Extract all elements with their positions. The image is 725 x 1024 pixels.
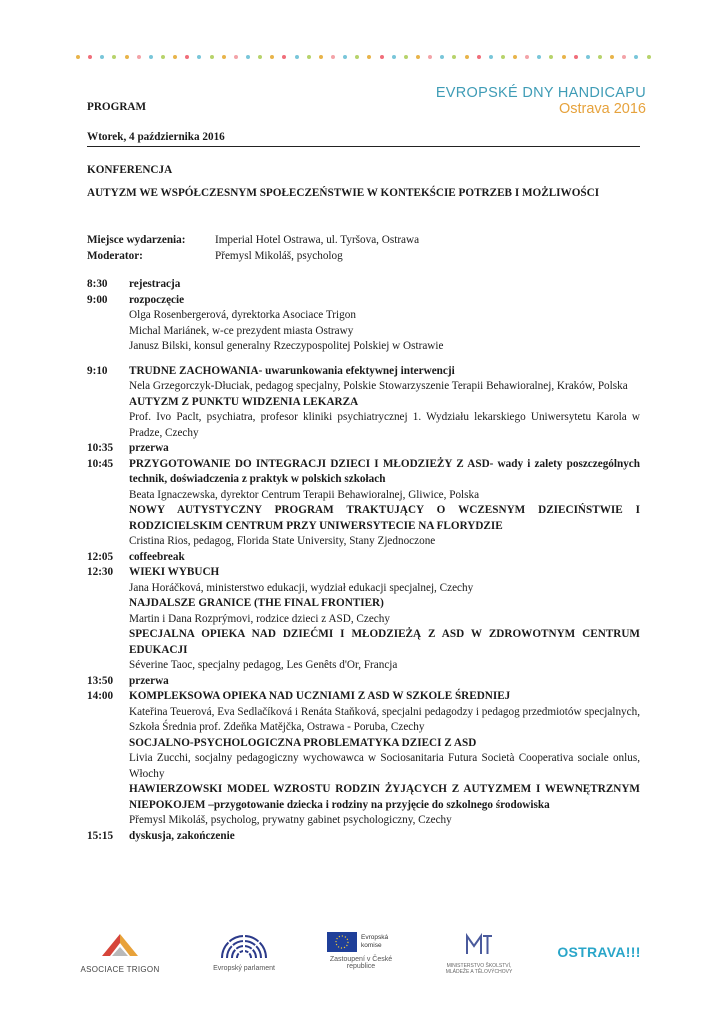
- session-title: PRZYGOTOWANIE DO INTEGRACJI DZIECI I MŁODZIEŻY Z ASD- wady i zalety poszczególnych technik, doświadczenia z praktyk w polskich szkołach: [129, 457, 640, 485]
- decorative-dot-row: [76, 55, 651, 61]
- ostrava-logo: [544, 944, 654, 962]
- brand-subtitle: Ostrava 2016: [558, 100, 646, 117]
- speaker-line: Prof. Ivo Paclt, psychiatra, profesor kliniki psychiatrycznej 1. Wydziału lekarskiego Uniwersytetu Karola w Pradze, Czechy: [129, 411, 640, 439]
- decorative-dot: [416, 55, 420, 59]
- decorative-dot: [343, 55, 347, 59]
- schedule-time: 10:35: [87, 442, 114, 454]
- conference-title: AUTYZM WE WSPÓŁCZESNYM SPOŁECZEŃSTWIE W KONTEKŚCIE POTRZEB I MOŻLIWOŚCI: [87, 187, 600, 199]
- brand-title: EVROPSKÉ DNY HANDICAPU: [435, 85, 646, 101]
- session-title: rejestracja: [129, 278, 181, 290]
- session-title: przerwa: [129, 674, 169, 687]
- schedule-item: [87, 689, 640, 829]
- schedule-time: 10:45: [87, 457, 114, 470]
- schedule-time: 15:15: [87, 829, 114, 842]
- speaker-line: Janusz Bilski, konsul generalny Rzeczypospolitej Polskiej w Ostrawie: [129, 340, 444, 352]
- decorative-dot: [319, 55, 323, 59]
- decorative-dot: [367, 55, 371, 59]
- session-title: AUTYZM Z PUNKTU WIDZENIA LEKARZA: [129, 395, 359, 408]
- speaker-line: Beata Ignaczewska, dyrektor Centrum Terapii Behawioralnej, Gliwice, Polska: [129, 488, 480, 501]
- decorative-dot: [355, 55, 359, 59]
- session-title: HAWIERZOWSKI MODEL WZROSTU RODZIN ŻYJĄCYCH Z AUTYZMEM I WEWNĘTRZNYM NIEPOKOJEM –przygotowanie dziecka i rodziny na przyjęcie do szkolnego środowiska: [129, 783, 640, 811]
- moderator-value: Přemysl Mikoláš, psycholog: [215, 249, 343, 262]
- decorative-dot: [562, 55, 566, 59]
- decorative-dot: [392, 55, 396, 59]
- speaker-line: Michal Mariánek, w-ce prezydent miasta Ostrawy: [129, 324, 354, 337]
- decorative-dot: [161, 55, 165, 59]
- schedule-item: [87, 441, 640, 457]
- decorative-dot: [222, 55, 226, 59]
- trigon-caption: ASOCIACE TRIGON: [80, 965, 160, 974]
- schedule-time: 12:05: [87, 550, 114, 563]
- decorative-dot: [404, 55, 408, 59]
- moderator-label: Moderator:: [87, 249, 143, 262]
- msmt-emblem-icon: [464, 930, 494, 958]
- asociace-trigon-logo: [75, 932, 165, 974]
- session-title: WIEKI WYBUCH: [129, 566, 220, 578]
- schedule-item: [87, 674, 640, 690]
- decorative-dot: [76, 55, 80, 59]
- decorative-dot: [525, 55, 529, 59]
- ostrava-wordmark: OSTRAVA!!!: [557, 944, 641, 960]
- speaker-line: Kateřina Teuerová, Eva Sedlačíková i Renáta Staňková, specjalni pedagodzy i pedagog przedmiotów specjalnych, Szkoła Średnia prof. Zdeňka Matějčka, Ostrawa - Poruba, Czechy: [129, 705, 640, 733]
- decorative-dot: [537, 55, 541, 59]
- eu-flag-icon: [327, 932, 357, 952]
- decorative-dot: [88, 55, 92, 59]
- ep-caption: Evropský parlament: [213, 965, 275, 972]
- decorative-dot: [100, 55, 104, 59]
- decorative-dot: [428, 55, 432, 59]
- eu-name: Evropská komise: [361, 934, 389, 949]
- session-title: KOMPLEKSOWA OPIEKA NAD UCZNIAMI Z ASD W SZKOLE ŚREDNIEJ: [129, 690, 511, 702]
- decorative-dot: [246, 55, 250, 59]
- speaker-line: Nela Grzegorczyk-Dłuciak, pedagog specjalny, Polskie Stowarzyszenie Terapii Behawioralnej, Kraków, Polska: [129, 380, 628, 392]
- partner-logos: [70, 930, 660, 980]
- session-title: dyskusja, zakończenie: [129, 829, 235, 842]
- speaker-line: Séverine Taoc, specjalny pedagog, Les Genêts d'Or, Francja: [129, 659, 398, 671]
- schedule-time: 13:50: [87, 674, 114, 687]
- decorative-dot: [307, 55, 311, 59]
- schedule-time: 9:10: [87, 364, 108, 377]
- schedule-details: [129, 457, 640, 550]
- decorative-dot: [622, 55, 626, 59]
- decorative-dot: [610, 55, 614, 59]
- decorative-dot: [634, 55, 638, 59]
- program-heading: PROGRAM: [87, 101, 147, 113]
- decorative-dot: [440, 55, 444, 59]
- speaker-line: Olga Rosenbergerová, dyrektorka Asociace Trigon: [129, 309, 356, 321]
- schedule-list: [87, 277, 640, 844]
- schedule-details: [129, 689, 640, 829]
- speaker-line: Jana Horáčková, ministerstwo edukacji, wydział edukacji specjalnej, Czechy: [129, 581, 474, 594]
- decorative-dot: [295, 55, 299, 59]
- venue-value: Imperial Hotel Ostrawa, ul. Tyršova, Ostrawa: [215, 234, 420, 246]
- decorative-dot: [489, 55, 493, 59]
- schedule-details: [129, 277, 640, 293]
- session-title: NAJDALSZE GRANICE (THE FINAL FRONTIER): [129, 597, 384, 609]
- decorative-dot: [380, 55, 384, 59]
- decorative-dot: [452, 55, 456, 59]
- venue-label: Miejsce wydarzenia:: [87, 234, 186, 246]
- decorative-dot: [574, 55, 578, 59]
- session-title: SOCJALNO-PSYCHOLOGICZNA PROBLEMATYKA DZIECI Z ASD: [129, 736, 477, 749]
- decorative-dot: [234, 55, 238, 59]
- msmt-logo: [438, 930, 520, 975]
- venue-row: [87, 233, 640, 249]
- schedule-item: [87, 565, 640, 674]
- decorative-dot: [125, 55, 129, 59]
- european-commission-logo: [316, 932, 406, 970]
- session-title: przerwa: [129, 442, 169, 454]
- schedule-time: 9:00: [87, 293, 108, 306]
- schedule-details: [129, 829, 640, 845]
- decorative-dot: [477, 55, 481, 59]
- speaker-line: Přemysl Mikoláš, psycholog, prywatny gabinet psychologiczny, Czechy: [129, 814, 452, 826]
- schedule-item: [87, 293, 640, 355]
- schedule-details: [129, 565, 640, 674]
- decorative-dot: [197, 55, 201, 59]
- schedule-item: [87, 277, 640, 293]
- speaker-line: Martin i Dana Rozprýmovi, rodzice dzieci z ASD, Czechy: [129, 612, 390, 625]
- decorative-dot: [549, 55, 553, 59]
- decorative-dot: [270, 55, 274, 59]
- decorative-dot: [586, 55, 590, 59]
- schedule-details: [129, 293, 640, 355]
- schedule-item: [87, 364, 640, 442]
- schedule-details: [129, 674, 640, 690]
- schedule-details: [129, 550, 640, 566]
- schedule-time: 14:00: [87, 690, 114, 702]
- schedule-details: [129, 441, 640, 457]
- speaker-line: Livia Zucchi, socjalny pedagogiczny wychowawca w Sociosanitaria Futura Società Cooperativa sociale onlus, Włochy: [129, 752, 640, 780]
- moderator-row: [87, 249, 640, 265]
- schedule-time: 8:30: [87, 278, 108, 290]
- session-title: TRUDNE ZACHOWANIA- uwarunkowania efektywnej interwencji: [129, 364, 455, 377]
- european-parliament-logo: [210, 932, 278, 972]
- decorative-dot: [647, 55, 651, 59]
- schedule-item: [87, 829, 640, 845]
- trigon-triangle-icon: [100, 932, 140, 958]
- decorative-dot: [185, 55, 189, 59]
- session-title: NOWY AUTYSTYCZNY PROGRAM TRAKTUJĄCY O WCZESNYM DZIECIŃSTWIE I RODZICIELSKIM CENTRUM PRZY UNIWERSYTECIE NA FLORYDZIE: [129, 504, 640, 532]
- schedule-details: [129, 364, 640, 442]
- decorative-dot: [513, 55, 517, 59]
- session-title: coffeebreak: [129, 550, 185, 563]
- decorative-dot: [598, 55, 602, 59]
- decorative-dot: [210, 55, 214, 59]
- decorative-dot: [501, 55, 505, 59]
- session-title: rozpoczęcie: [129, 293, 185, 306]
- decorative-dot: [112, 55, 116, 59]
- section-heading: KONFERENCJA: [87, 164, 173, 176]
- decorative-dot: [465, 55, 469, 59]
- decorative-dot: [173, 55, 177, 59]
- decorative-dot: [258, 55, 262, 59]
- program-date: Wtorek, 4 października 2016: [87, 131, 225, 143]
- decorative-dot: [282, 55, 286, 59]
- msmt-caption: MINISTERSTVO ŠKOLSTVÍ, MLÁDEŽE A TĚLOVÝCHOVY: [445, 963, 513, 975]
- session-title: SPECJALNA OPIEKA NAD DZIEĆMI I MŁODZIEŻĄ Z ASD W ZDROWOTNYM CENTRUM EDUKACJI: [129, 628, 640, 656]
- schedule-time: 12:30: [87, 566, 114, 578]
- decorative-dot: [149, 55, 153, 59]
- parliament-hemicycle-icon: [218, 932, 270, 960]
- decorative-dot: [331, 55, 335, 59]
- eu-caption: Zastoupení v České republice: [329, 956, 393, 970]
- decorative-dot: [137, 55, 141, 59]
- header-divider: [87, 146, 640, 147]
- schedule-item: [87, 457, 640, 550]
- speaker-line: Cristina Rios, pedagog, Florida State University, Stany Zjednoczone: [129, 535, 436, 547]
- schedule-item: [87, 550, 640, 566]
- event-details: [87, 233, 640, 264]
